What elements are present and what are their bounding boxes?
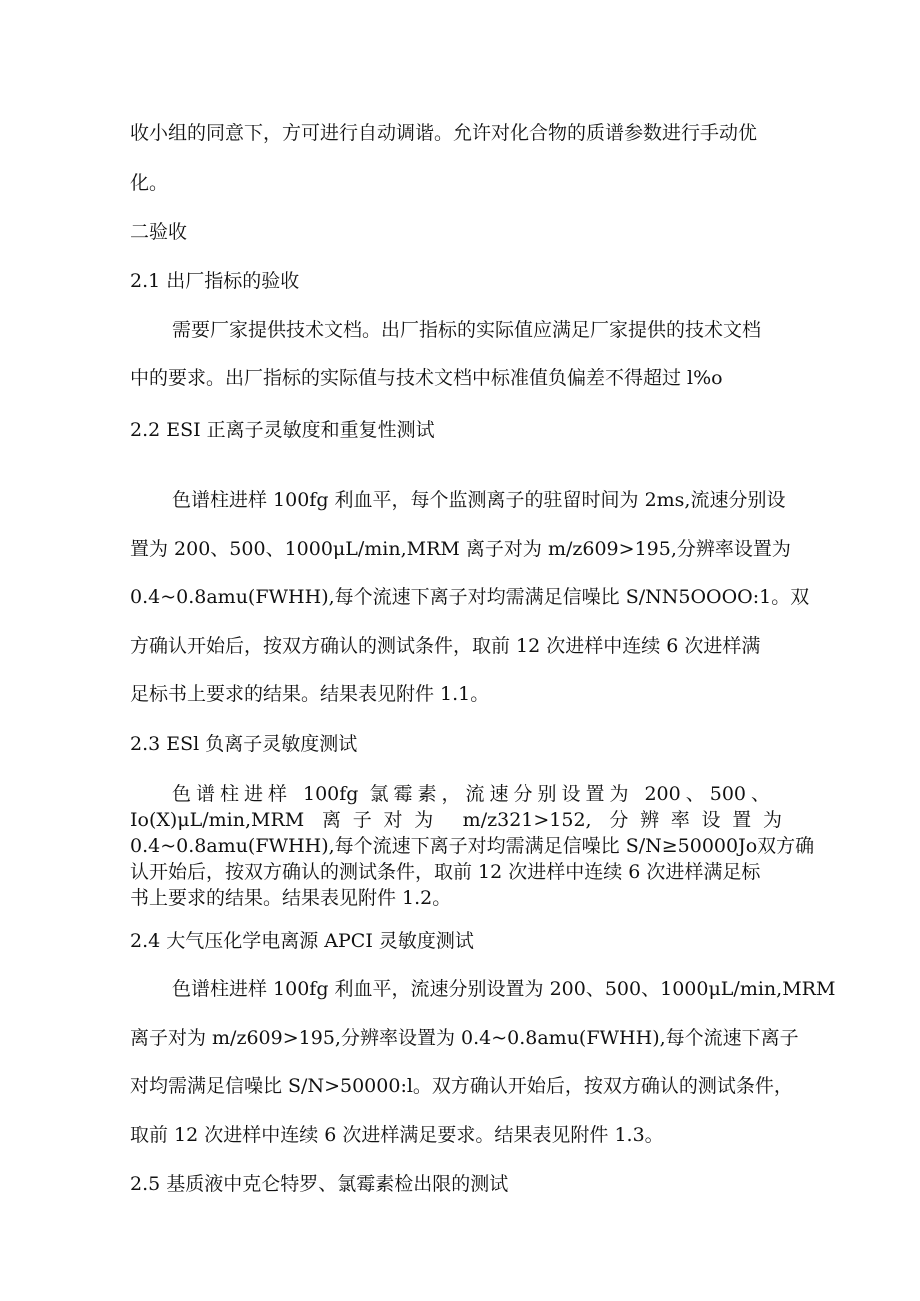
para-2-3-line-5: 书上要求的结果。结果表见附件 1.2。 (130, 887, 452, 909)
heading-2-2: 2.2 ESI 正离子灵敏度和重复性测试 (130, 419, 435, 441)
heading-2-1: 2.1 出厂指标的验收 (130, 270, 300, 292)
para-2-3-line-2: Io(X)μL∕min,MRM 离子对为 m/z321>152, 分辨率设置为 (130, 809, 782, 831)
para-2-4-line-4: 取前 12 次进样中连续 6 次进样满足要求。结果表见附件 1.3。 (130, 1124, 664, 1146)
para-2-2-line-2: 置为 200、500、1000μL∕min,MRM 离子对为 m/z609>195,分辨率设置为 (130, 538, 791, 560)
intro-line-2: 化。 (130, 172, 169, 194)
intro-line-1: 收小组的同意下，方可进行自动调谐。允许对化合物的质谱参数进行手动优 (130, 122, 758, 144)
para-2-1-line-1: 需要厂家提供技术文档。出厂指标的实际值应满足厂家提供的技术文档 (172, 319, 762, 341)
para-2-3-line-4: 认开始后，按双方确认的测试条件，取前 12 次进样中连续 6 次进样满足标 (130, 861, 761, 883)
para-2-2-line-4: 方确认开始后，按双方确认的测试条件，取前 12 次进样中连续 6 次进样满 (130, 635, 761, 657)
heading-2-4: 2.4 大气压化学电离源 APCI 灵敏度测试 (130, 930, 474, 952)
para-2-2-line-3: 0.4~0.8amu(FWHH),每个流速下离子对均需满足信噪比 S/NN5OOOO:1。双 (130, 586, 810, 608)
para-2-2-line-5: 足标书上要求的结果。结果表见附件 1.1。 (130, 683, 490, 705)
para-2-2-line-1: 色谱柱进样 100fg 利血平，每个监测离子的驻留时间为 2ms,流速分别设 (172, 489, 786, 511)
para-2-4-line-1: 色谱柱进样 100fg 利血平，流速分别设置为 200、500、1000μL∕min,MRM (172, 978, 836, 1000)
para-2-4-line-2: 离子对为 m/z609>195,分辨率设置为 0.4~0.8amu(FWHH),每个流速下离子 (130, 1027, 799, 1049)
para-2-3-line-3: 0.4~0.8amu(FWHH),每个流速下离子对均需满足信噪比 S∕N≥50000Jo双方确 (130, 835, 815, 857)
section-heading-acceptance: 二验收 (130, 221, 188, 243)
heading-2-5: 2.5 基质液中克仑特罗、氯霉素检出限的测试 (130, 1173, 509, 1195)
para-2-1-line-2: 中的要求。出厂指标的实际值与技术文档中标准值负偏差不得超过 l%o (130, 367, 723, 389)
para-2-4-line-3: 对均需满足信噪比 S/N>50000:l。双方确认开始后，按双方确认的测试条件， (130, 1075, 793, 1097)
heading-2-3: 2.3 ESl 负离子灵敏度测试 (130, 733, 358, 755)
para-2-3-line-1: 色谱柱进样 100fg 氯霉素，流速分别设置为 200、500、 (172, 783, 770, 805)
